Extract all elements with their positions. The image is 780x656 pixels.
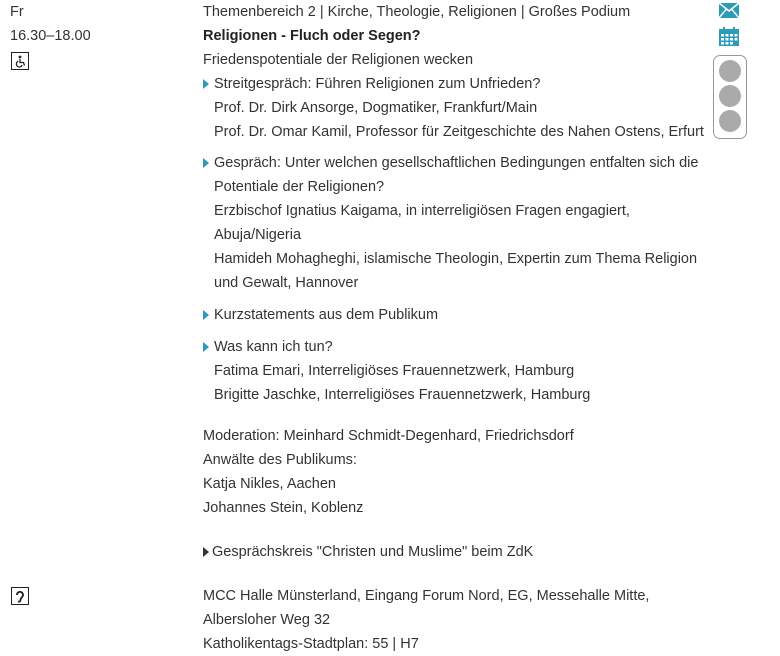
traffic-light-icon[interactable] [713, 55, 747, 139]
participant-line: und Gewalt, Hannover [214, 275, 359, 291]
location-line: MCC Halle Münsterland, Eingang Forum Nord, EG, Messehalle Mitte, [203, 588, 650, 604]
location-line: Albersloher Weg 32 [203, 612, 331, 628]
traffic-light-dot [719, 85, 741, 107]
participant-line: Brigitte Jaschke, Interreligiöses Frauennetzwerk, Hamburg [214, 387, 591, 403]
moderation-line: Johannes Stein, Koblenz [203, 500, 364, 516]
location-line: Katholikentags-Stadtplan: 55 | H7 [203, 636, 419, 652]
bullet-triangle-icon [203, 79, 209, 89]
participant-line: Erzbischof Ignatius Kaigama, in interreligiösen Fragen engagiert, [214, 203, 630, 219]
bullet-triangle-icon [203, 342, 209, 352]
participant-line: Prof. Dr. Dirk Ansorge, Dogmatiker, Frankfurt/Main [214, 100, 538, 116]
moderation-line: Moderation: Meinhard Schmidt-Degenhard, Friedrichsdorf [203, 428, 574, 444]
section-heading-cont: Potentiale der Religionen? [214, 179, 385, 195]
participant-line: Hamideh Mohagheghi, islamische Theologin, Expertin zum Thema Religion [214, 251, 698, 267]
section-heading: Kurzstatements aus dem Publikum [214, 307, 439, 323]
section-heading: Streitgespräch: Führen Religionen zum Unfrieden? [214, 76, 541, 92]
bullet-triangle-icon [203, 310, 209, 320]
section-heading: Was kann ich tun? [214, 339, 333, 355]
event-day: Fr [10, 4, 24, 20]
link-triangle-icon [203, 547, 209, 557]
zdk-link[interactable]: Gesprächskreis "Christen und Muslime" beim ZdK [212, 544, 534, 560]
moderation-line: Anwälte des Publikums: [203, 452, 357, 468]
participant-line: Fatima Emari, Interreligiöses Frauennetzwerk, Hamburg [214, 363, 575, 379]
bullet-triangle-icon [203, 158, 209, 168]
event-title: Religionen - Fluch oder Segen? [203, 28, 421, 44]
section-heading: Gespräch: Unter welchen gesellschaftlichen Bedingungen entfalten sich die [214, 155, 699, 171]
moderation-line: Katja Nikles, Aachen [203, 476, 336, 492]
hearing-loop-icon [11, 587, 29, 605]
participant-line: Abuja/Nigeria [214, 227, 302, 243]
wheelchair-icon [11, 52, 29, 70]
envelope-icon[interactable] [719, 3, 739, 18]
event-subtitle: Friedenspotentiale der Religionen wecken [203, 52, 474, 68]
traffic-light-dot [719, 60, 741, 82]
event-time: 16.30–18.00 [10, 28, 91, 44]
calendar-icon[interactable] [719, 27, 739, 46]
participant-line: Prof. Dr. Omar Kamil, Professor für Zeitgeschichte des Nahen Ostens, Erfurt [214, 124, 704, 140]
event-category: Themenbereich 2 | Kirche, Theologie, Religionen | Großes Podium [203, 4, 631, 20]
traffic-light-dot [719, 110, 741, 132]
